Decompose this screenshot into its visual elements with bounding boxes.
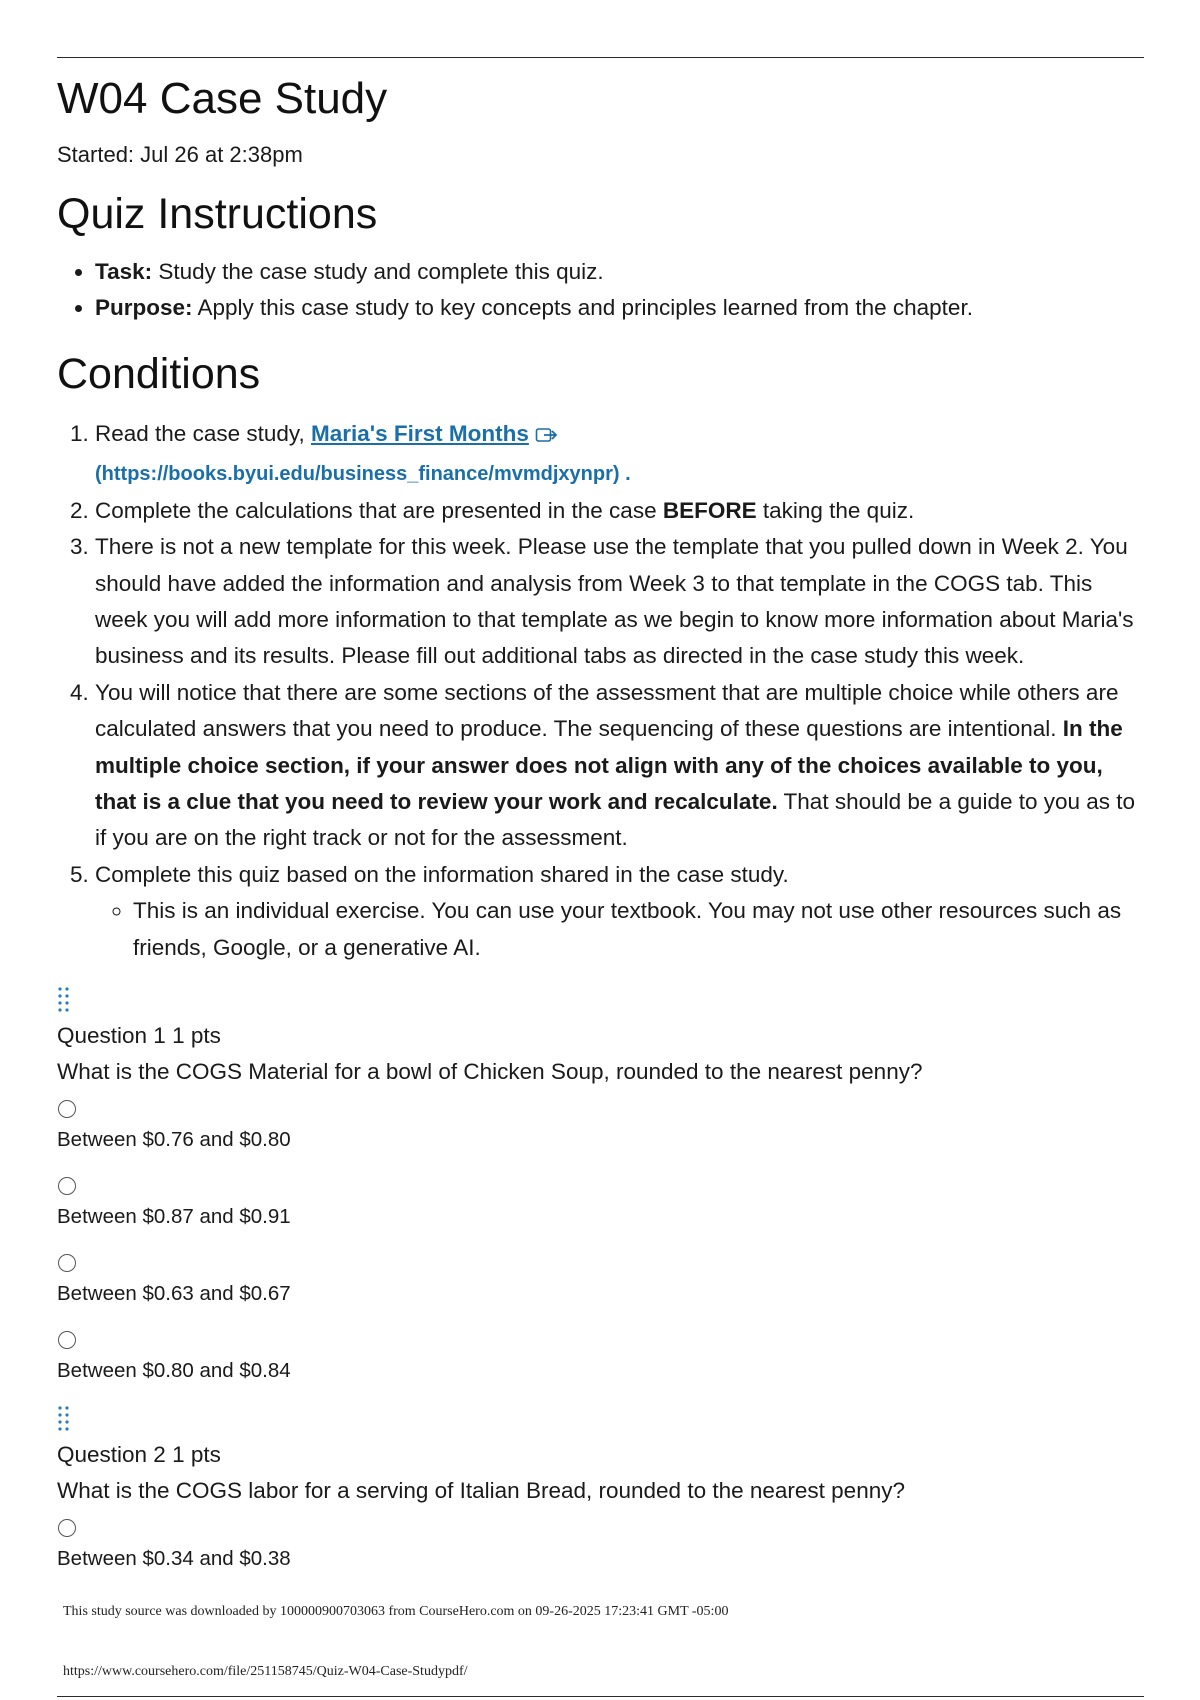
instruction-text: Study the case study and complete this quiz.: [152, 259, 604, 284]
answer-label[interactable]: Between $0.76 and $0.80: [57, 1128, 291, 1152]
top-divider: [57, 57, 1144, 58]
answer-option[interactable]: [57, 1331, 1147, 1385]
started-timestamp: Started: Jul 26 at 2:38pm: [57, 142, 303, 167]
answer-label[interactable]: Between $0.34 and $0.38: [57, 1547, 291, 1571]
instruction-label: Task:: [95, 259, 153, 284]
radio-button[interactable]: [58, 1519, 76, 1537]
condition-item-3: [95, 529, 1147, 675]
condition-subitem: ◦ This is an individual exercise. You can use your textbook. You may not use other resources such as friends, Google, or a generative AI.: [133, 893, 1147, 966]
condition-text: taking the quiz.: [756, 497, 915, 523]
question-1-header: Question 1 1 pts: [57, 1023, 221, 1049]
drag-handle-icon[interactable]: [57, 986, 77, 1016]
radio-button[interactable]: [58, 1100, 76, 1118]
condition-item-2: [95, 493, 1147, 529]
question-2-answers: [57, 1519, 1147, 1573]
condition-item-5: [95, 857, 1147, 966]
instruction-item-task: [95, 254, 1147, 290]
instruction-label: Purpose:: [95, 295, 193, 320]
conditions-heading: Conditions: [57, 350, 261, 398]
question-1-answers: [57, 1100, 1147, 1385]
answer-option[interactable]: [57, 1100, 1147, 1154]
drag-handle-icon[interactable]: [57, 1405, 77, 1435]
answer-label[interactable]: Between $0.80 and $0.84: [57, 1359, 291, 1383]
source-url: https://www.coursehero.com/file/251158745/Quiz-W04-Case-Studypdf/: [63, 1664, 468, 1679]
instruction-item-purpose: [95, 290, 1147, 326]
quiz-page: [57, 70, 1147, 1573]
radio-button[interactable]: [58, 1177, 76, 1195]
quiz-instructions-heading: Quiz Instructions: [57, 190, 378, 238]
case-study-url[interactable]: (https://books.byui.edu/business_finance/mvmdjxynpr) .: [95, 463, 631, 486]
radio-button[interactable]: [58, 1331, 76, 1349]
condition-text: You will notice that there are some sections of the assessment that are multiple choice while others are calculated answers that you need to produce. The sequencing of these questions are intentional.: [95, 679, 1119, 742]
answer-option[interactable]: [57, 1254, 1147, 1308]
condition-emphasis: BEFORE: [662, 497, 757, 523]
instruction-text: Apply this case study to key concepts and principles learned from the chapter.: [192, 295, 973, 320]
condition-text: There is not a new template for this week. Please use the template that you pulled down in Week 2. You should have added the information and analysis from Week 3 to that template in the COGS tab. This week you will add more information to that template as we begin to know more information about Maria's business and its results. Please fill out additional tabs as directed in the case study this week.: [95, 534, 1134, 669]
instructions-list: [57, 254, 1147, 326]
conditions-list: [57, 416, 1147, 966]
bottom-divider: [57, 1696, 1144, 1697]
download-source-note: This study source was downloaded by 100000900703063 from CourseHero.com on 09-26-2025 17:23:41 GMT -05:00: [63, 1604, 729, 1619]
page-title: W04 Case Study: [57, 74, 388, 123]
question-2-header: Question 2 1 pts: [57, 1442, 221, 1468]
answer-label[interactable]: Between $0.63 and $0.67: [57, 1282, 291, 1306]
external-link-icon[interactable]: [535, 419, 559, 455]
case-study-link[interactable]: Maria's First Months: [310, 421, 529, 446]
condition-item-1: [95, 416, 1147, 493]
condition-emphasis: In the multiple choice section, if your answer does not align with any of the choices available to you, that is a clue that you need to review your work and recalculate.: [95, 716, 1123, 815]
condition-text: That should be a guide to you as to if you are on the right track or not for the assessment.: [95, 789, 1136, 851]
answer-option[interactable]: [57, 1177, 1147, 1231]
answer-option[interactable]: [57, 1519, 1147, 1573]
condition-text: Complete the calculations that are presented in the case: [95, 497, 663, 523]
condition-sublist: [95, 893, 1147, 966]
condition-text: Complete this quiz based on the information shared in the case study.: [95, 861, 789, 887]
radio-button[interactable]: [58, 1254, 76, 1272]
answer-label[interactable]: Between $0.87 and $0.91: [57, 1205, 291, 1229]
question-1-text: What is the COGS Material for a bowl of Chicken Soup, rounded to the nearest penny?: [57, 1059, 923, 1085]
condition-item-4: [95, 675, 1147, 857]
question-2-text: What is the COGS labor for a serving of Italian Bread, rounded to the nearest penny?: [57, 1478, 905, 1504]
condition-text: Read the case study,: [95, 421, 311, 446]
